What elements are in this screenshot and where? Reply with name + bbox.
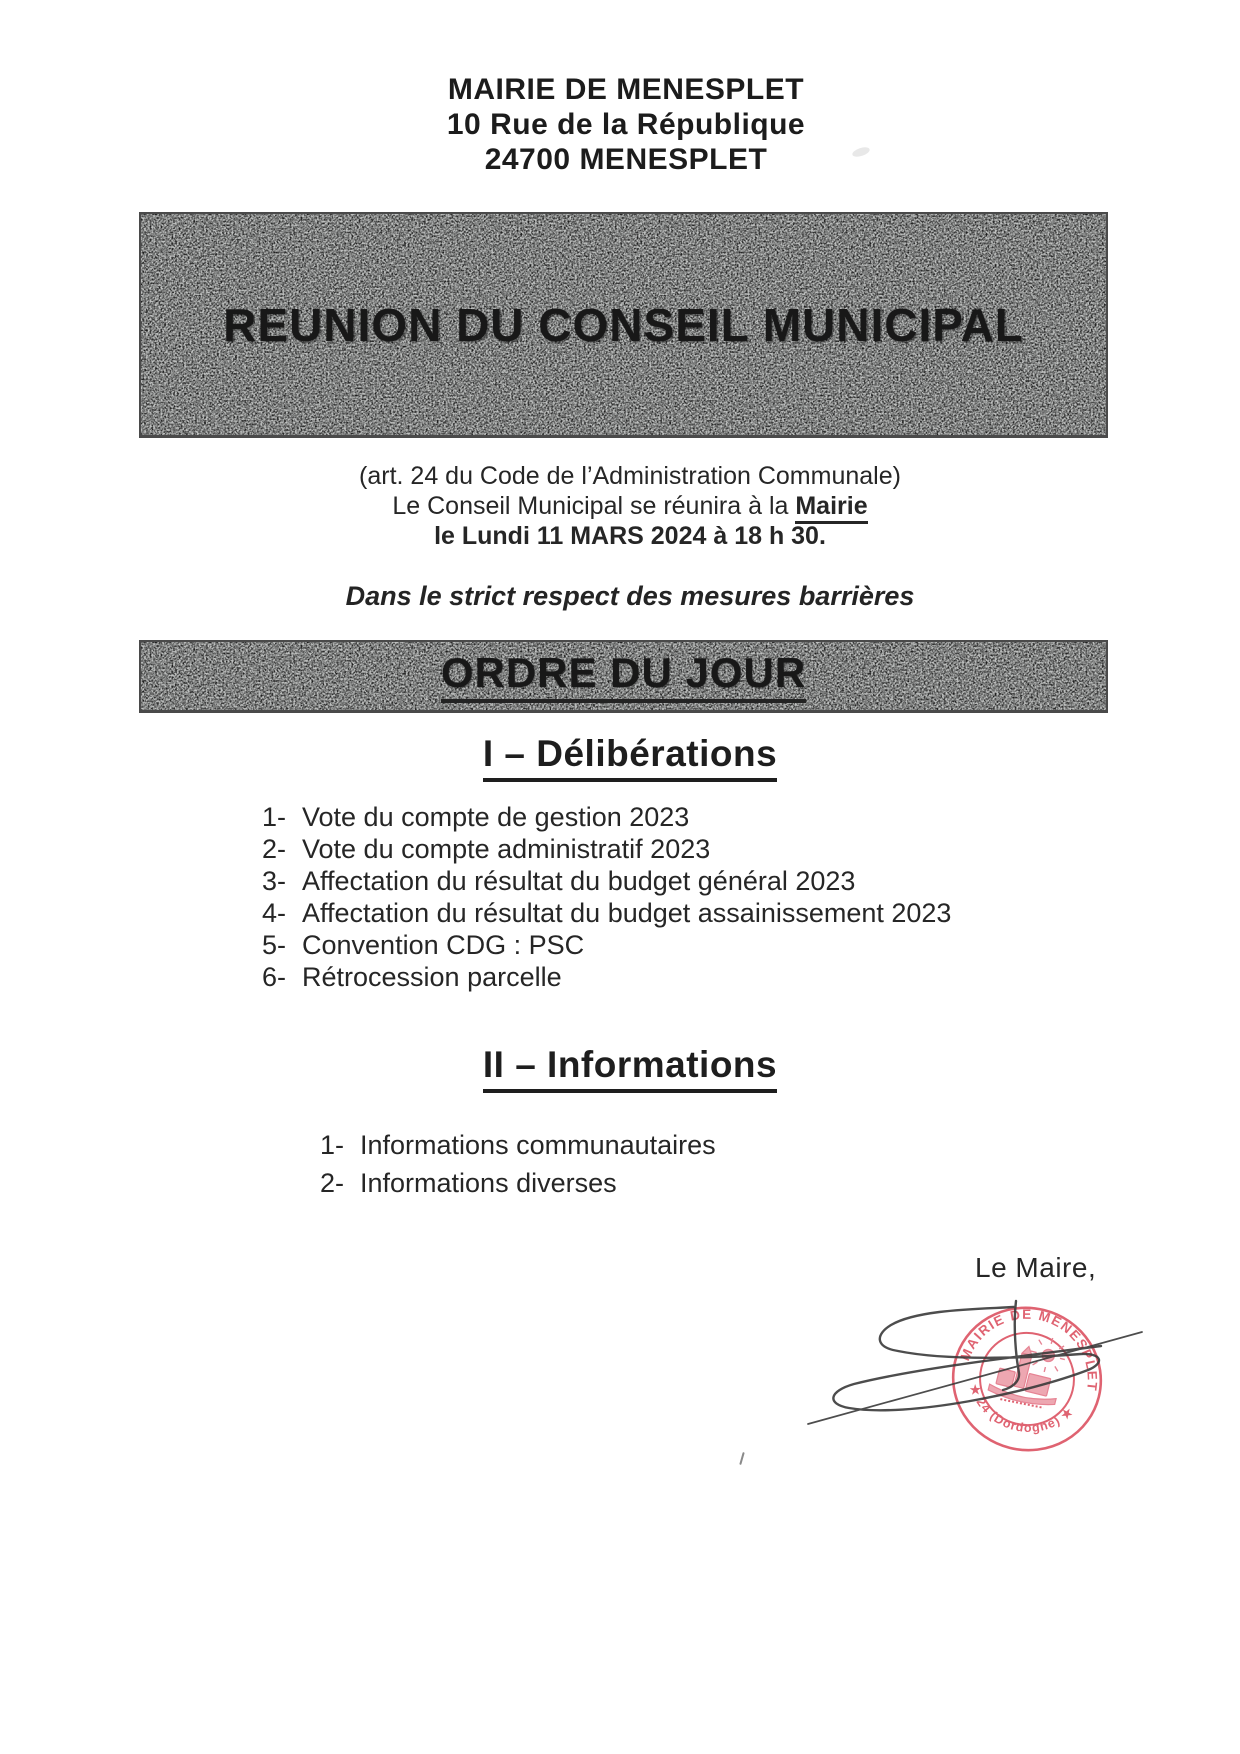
stamp-bottom-text: ★ 24 (Dordogne) ★ <box>966 1382 1077 1436</box>
informations-list <box>320 1126 716 1202</box>
intro-meeting-place <box>20 491 1240 521</box>
list-item-number: 1- <box>320 1130 345 1160</box>
intro-meeting-date: le Lundi 11 MARS 2024 à 18 h 30. <box>434 522 826 550</box>
list-item-number: 2- <box>262 834 287 864</box>
agenda-title: ORDRE DU JOUR <box>441 649 806 703</box>
list-item <box>262 929 951 961</box>
list-item-text: Affectation du résultat du budget assainissement 2023 <box>302 898 952 928</box>
section-title-informations-text: II – Informations <box>483 1044 777 1093</box>
list-item-number: 1- <box>262 802 287 832</box>
meeting-title-banner <box>139 212 1108 438</box>
header-city: 24700 MENESPLET <box>484 143 768 176</box>
stamp-emblem <box>987 1326 1070 1412</box>
header-address <box>12 72 1240 177</box>
list-item-number: 4- <box>262 898 287 928</box>
list-item <box>262 897 951 929</box>
agenda-title-wrap <box>141 642 1106 710</box>
signature-area <box>770 1285 1150 1480</box>
list-item-text: Convention CDG : PSC <box>302 930 585 960</box>
list-item-text: Informations communautaires <box>360 1130 716 1160</box>
list-item-number: 6- <box>262 962 287 992</box>
svg-text:★ 24 (Dordogne) ★ <box>959 1380 1079 1447</box>
list-item-number: 5- <box>262 930 287 960</box>
list-item <box>262 865 951 897</box>
section-title-deliberations <box>20 733 1240 775</box>
list-item <box>262 961 951 993</box>
intro-meeting-place-emphasis: Mairie <box>795 492 867 524</box>
list-item <box>320 1164 716 1202</box>
list-item-text: Vote du compte administratif 2023 <box>302 834 711 864</box>
municipal-stamp <box>938 1291 1116 1466</box>
list-item-text: Informations diverses <box>360 1168 617 1198</box>
signer-title: Le Maire, <box>975 1252 1097 1283</box>
agenda-banner <box>139 640 1108 713</box>
intro-paragraph <box>20 461 1240 551</box>
list-item-text: Rétrocession parcelle <box>302 962 562 992</box>
intro-meeting-place-text: Le Conseil Municipal se réunira à la <box>392 492 796 520</box>
section-title-deliberations-text: I – Délibérations <box>483 733 777 782</box>
stray-pen-mark <box>739 1452 745 1465</box>
list-item <box>320 1126 716 1164</box>
header-org-name: MAIRIE DE MENESPLET <box>447 73 805 106</box>
list-item <box>262 833 951 865</box>
health-notice: Dans le strict respect des mesures barrières <box>345 581 915 611</box>
deliberations-list <box>262 801 951 993</box>
list-item-text: Vote du compte de gestion 2023 <box>302 802 690 832</box>
list-item <box>262 801 951 833</box>
stamp-and-signature <box>770 1285 1150 1480</box>
header-street: 10 Rue de la République <box>446 108 806 141</box>
list-item-number: 3- <box>262 866 287 896</box>
list-item-text: Affectation du résultat du budget général 2023 <box>302 866 856 896</box>
list-item-number: 2- <box>320 1168 345 1198</box>
meeting-title: REUNION DU CONSEIL MUNICIPAL <box>223 298 1024 351</box>
stamp-top-text: MAIRIE DE MENESPLET <box>957 1306 1100 1393</box>
section-title-informations <box>20 1044 1240 1086</box>
intro-legal-ref: (art. 24 du Code de l’Administration Communale) <box>359 462 901 490</box>
